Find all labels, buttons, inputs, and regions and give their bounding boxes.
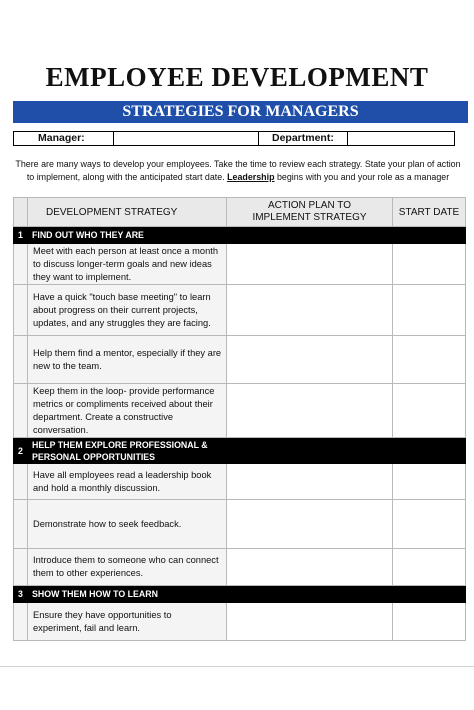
header-strategy: DEVELOPMENT STRATEGY (28, 198, 227, 227)
subtitle-banner: STRATEGIES FOR MANAGERS (13, 101, 468, 123)
manager-field[interactable] (113, 131, 259, 146)
row-num-cell (14, 285, 28, 336)
action-plan-cell[interactable] (227, 384, 393, 438)
manager-label: Manager: (13, 131, 114, 146)
start-date-cell[interactable] (393, 384, 466, 438)
strategy-cell: Help them find a mentor, especially if they are new to the team. (28, 336, 227, 384)
intro-text (12, 158, 464, 184)
table-row (14, 336, 466, 384)
table-row (14, 549, 466, 586)
row-num-cell (14, 464, 28, 500)
section-filler (393, 586, 466, 603)
row-num-cell (14, 500, 28, 549)
intro-text-end: begins with you and your role as a manager (274, 172, 450, 182)
section-row (14, 586, 466, 603)
section-filler (227, 227, 393, 244)
header-action-plan: ACTION PLAN TO IMPLEMENT STRATEGY (227, 198, 393, 227)
section-filler (393, 227, 466, 244)
row-num-cell (14, 336, 28, 384)
section-filler (227, 586, 393, 603)
section-number: 2 (14, 438, 28, 464)
strategy-cell: Meet with each person at least once a month to discuss longer-term goals and new ideas they want to implement. (28, 244, 227, 285)
strategy-cell: Have all employees read a leadership book and hold a monthly discussion. (28, 464, 227, 500)
header-start-date: START DATE (393, 198, 466, 227)
section-number: 1 (14, 227, 28, 244)
start-date-cell[interactable] (393, 464, 466, 500)
page-footer-divider (0, 666, 474, 667)
section-row (14, 227, 466, 244)
table-row (14, 464, 466, 500)
table-row (14, 244, 466, 285)
strategy-cell: Demonstrate how to seek feedback. (28, 500, 227, 549)
start-date-cell[interactable] (393, 603, 466, 641)
section-title: SHOW THEM HOW TO LEARN (28, 586, 227, 603)
row-num-cell (14, 244, 28, 285)
action-plan-cell[interactable] (227, 549, 393, 586)
section-title: HELP THEM EXPLORE PROFESSIONAL & PERSONAL OPPORTUNITIES (28, 438, 227, 464)
section-number: 3 (14, 586, 28, 603)
strategy-table (13, 197, 466, 641)
department-label: Department: (258, 131, 348, 146)
table-row (14, 285, 466, 336)
section-title: FIND OUT WHO THEY ARE (28, 227, 227, 244)
strategy-cell: Ensure they have opportunities to experiment, fail and learn. (28, 603, 227, 641)
intro-text-start: There are many ways to develop your employees. Take the time to review each strategy. State your plan of action to implement, along with the anticipated start date. (15, 159, 461, 182)
document-title: EMPLOYEE DEVELOPMENT (45, 62, 429, 92)
action-plan-cell[interactable] (227, 500, 393, 549)
start-date-cell[interactable] (393, 244, 466, 285)
section-filler (393, 438, 466, 464)
row-num-cell (14, 549, 28, 586)
row-num-cell (14, 384, 28, 438)
table-row (14, 384, 466, 438)
action-plan-cell[interactable] (227, 336, 393, 384)
strategy-cell: Keep them in the loop- provide performance metrics or compliments received about their department. Create a constructive conversation. (28, 384, 227, 438)
start-date-cell[interactable] (393, 500, 466, 549)
department-field[interactable] (347, 131, 455, 146)
table-header-row (14, 198, 466, 227)
strategy-cell: Introduce them to someone who can connect them to other experiences. (28, 549, 227, 586)
strategy-cell: Have a quick "touch base meeting" to learn about progress on their current projects, updates, and any struggles they are facing. (28, 285, 227, 336)
action-plan-cell[interactable] (227, 244, 393, 285)
table-row (14, 603, 466, 641)
action-plan-cell[interactable] (227, 603, 393, 641)
start-date-cell[interactable] (393, 549, 466, 586)
section-filler (227, 438, 393, 464)
row-num-cell (14, 603, 28, 641)
action-plan-cell[interactable] (227, 285, 393, 336)
intro-emphasis: Leadership (227, 172, 275, 182)
start-date-cell[interactable] (393, 336, 466, 384)
section-row (14, 438, 466, 464)
header-num-cell (14, 198, 28, 227)
start-date-cell[interactable] (393, 285, 466, 336)
table-row (14, 500, 466, 549)
action-plan-cell[interactable] (227, 464, 393, 500)
